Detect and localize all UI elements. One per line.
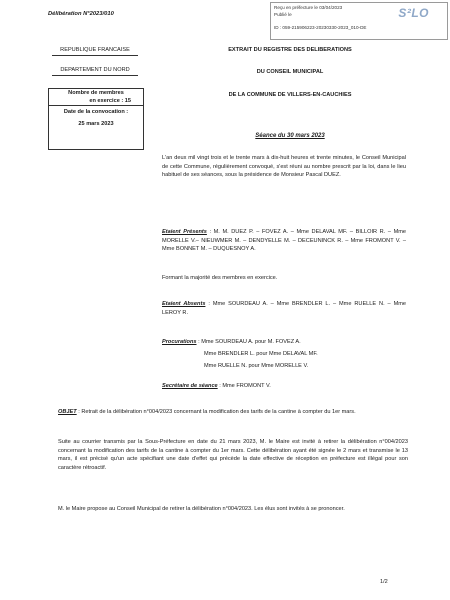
secretary-label: Secrétaire de séance xyxy=(162,383,218,389)
proxy-2: Mme BRENDLER L. pour Mme DELAVAL MF. xyxy=(204,351,318,357)
present-text: : M. M. DUEZ P. – FOVEZ A. – Mme DELAVAL MF. – BILLOIR R. – Mme MORELLE V.– NIEUWMER M. – DENDYELLE M. – DECEUNINCK R. – Mme FROMONT V. – Mme BONNET M. – DUQUESNOY A. xyxy=(162,229,406,253)
proxy-1: Mme SOURDEAU A. pour M. FOVEZ A. xyxy=(201,339,301,345)
session-date: Séance du 30 mars 2023 xyxy=(255,133,325,139)
absent-text: : Mme SOURDEAU A. – Mme BRENDLER L. – Mme RUELLE N. – Mme LEROY R. xyxy=(162,301,406,316)
council-info-box xyxy=(48,88,144,150)
proxies-label: Procurations xyxy=(162,339,197,345)
page-number: 1/2 xyxy=(380,579,388,585)
object-paragraph xyxy=(58,408,408,417)
divider xyxy=(52,75,138,76)
s2lo-logo: S²LO xyxy=(398,6,429,20)
body-paragraph-1: Suite au courrier transmis par la Sous-Préfecture en date du 21 mars 2023, M. le Maire est invité à retirer la délibération n°004/2023 concernant la modification des tarifs de la cantine à compter du 1er mars. Cette délibération ayant été signée le 2 mars et transmise le 13 mars, il est précisé qu'un acte spécifiant une date d'effet qui précède la date effective de réception en préfecture est illégal pour son caractère rétroactif. xyxy=(58,439,408,471)
present-paragraph xyxy=(162,228,406,254)
secretary-text: : Mme FROMONT V. xyxy=(217,383,271,389)
register-title: EXTRAIT DU REGISTRE DES DELIBERATIONS xyxy=(228,47,352,53)
stamp-received-line: Reçu en préfecture le 03/04/2023 xyxy=(274,5,343,10)
commune-title: DE LA COMMUNE DE VILLERS-EN-CAUCHIES xyxy=(228,92,352,98)
council-title: DU CONSEIL MUNICIPAL xyxy=(256,69,324,75)
prefecture-stamp xyxy=(270,2,448,40)
members-cell xyxy=(49,89,143,106)
members-label: Nombre de membres xyxy=(68,90,124,96)
department-label: DEPARTEMENT DU NORD xyxy=(60,67,130,73)
convocation-cell xyxy=(49,106,143,128)
present-label: Etaient Présents xyxy=(162,229,207,235)
proxies-paragraph: Procurations : Mme SOURDEAU A. pour M. FOVEZ A. xyxy=(162,339,301,345)
object-text: : Retrait de la délibération n°004/2023 concernant la modification des tarifs de la cantine à compter du 1er mars. xyxy=(76,409,356,415)
absent-paragraph xyxy=(162,300,406,317)
stamp-published-line: Publié le xyxy=(274,12,292,17)
object-label: OBJET xyxy=(58,409,77,415)
proxy-3: Mme RUELLE N. pour Mme MORELLE V. xyxy=(204,363,309,369)
absent-label: Etaient Absents xyxy=(162,301,206,307)
stamp-id-line: ID : 059-215906223-20230330-2023_010-DE xyxy=(274,25,367,30)
intro-paragraph: L'an deux mil vingt trois et le trente mars à dix-huit heures et trente minutes, le Conseil Municipal de cette Commune, régulièrement convoqué, s'est réuni au nombre prescrit par la loi, dans le lieu habituel de ses séances, sous la présidence de Monsieur Pascal DUEZ. xyxy=(162,155,406,179)
members-value: en exercice : 15 xyxy=(89,98,131,104)
body-paragraph-2: M. le Maire propose au Conseil Municipal de retirer la délibération n°004/2023. Les élus sont invités à se prononcer. xyxy=(58,506,345,512)
majority-text: Formant la majorité des membres en exercice. xyxy=(162,275,278,281)
deliberation-number: Délibération N°2023/010 xyxy=(48,11,114,17)
convocation-value: 25 mars 2023 xyxy=(78,121,114,127)
convocation-label: Date de la convocation : xyxy=(63,109,129,115)
secretary-paragraph xyxy=(162,382,406,391)
country-label: REPUBLIQUE FRANCAISE xyxy=(60,47,130,53)
divider xyxy=(52,55,138,56)
